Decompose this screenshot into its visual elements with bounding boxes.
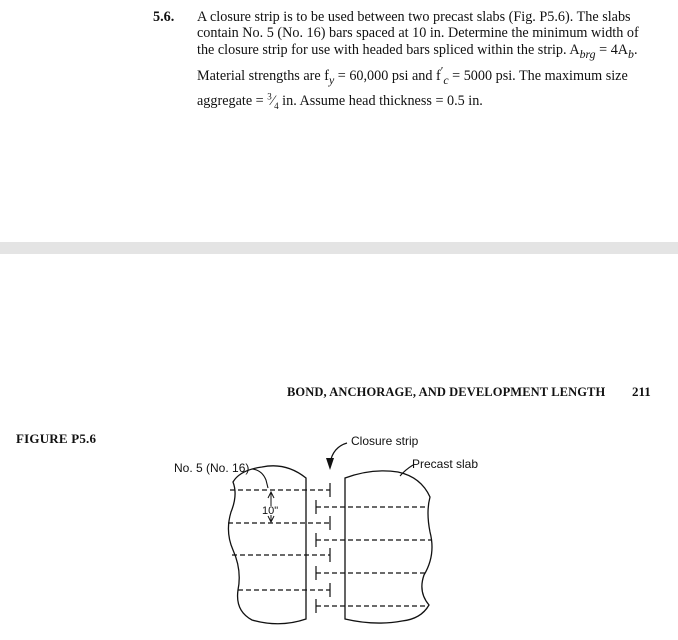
precast-slab-label: Precast slab (412, 457, 479, 471)
closure-strip-arrowhead (326, 458, 334, 470)
bar-label-leader (252, 469, 268, 488)
figure-label: FIGURE P5.6 (16, 431, 97, 446)
right-bars (316, 500, 432, 613)
problem-line-2: contain No. 5 (No. 16) bars spaced at 10 in. Determine the minimum width of (197, 25, 639, 42)
bar-size-label: No. 5 (No. 16) (174, 461, 250, 475)
problem-number: 5.6. (153, 9, 175, 25)
right-slab-outline (345, 471, 432, 623)
running-head: BOND, ANCHORAGE, AND DEVELOPMENT LENGTH (287, 385, 606, 399)
problem-line-3: the closure strip for use with headed bars spliced within the strip. $A_{brg} = 4A_b$. (197, 41, 638, 61)
left-bars (228, 483, 330, 597)
page-number: 211 (632, 384, 651, 399)
spacing-label: 10" (262, 505, 279, 517)
problem-line-4: Material strengths are $f_y = 60,000$ psi and $f'_c = 5000$ psi. The maximum size (197, 63, 628, 87)
problem-line-5: aggregate = $^3⁄_4$ in. Assume head thickness = 0.5 in. (197, 91, 483, 111)
closure-strip-label: Closure strip (351, 434, 419, 448)
problem-line-1: A closure strip is to be used between two precast slabs (Fig. P5.6). The slabs (197, 9, 631, 25)
